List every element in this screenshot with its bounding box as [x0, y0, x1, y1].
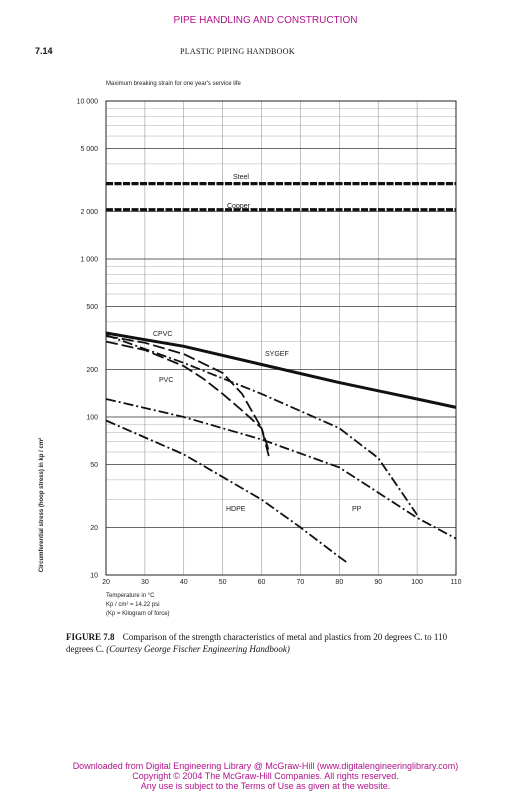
y-tick-label: 100 [86, 414, 98, 422]
caption-courtesy: (Courtesy George Fischer Engineering Handbook) [106, 644, 290, 654]
y-tick-label: 200 [86, 366, 98, 374]
chart-title: Maximum breaking strain for one year's service life [106, 81, 241, 87]
x-tick-label: 110 [450, 579, 462, 586]
y-tick-label: 10 [90, 572, 98, 580]
footer-copyright-line: Copyright © 2004 The McGraw-Hill Companies. All rights reserved. [132, 771, 399, 781]
y-axis-label: Circumferential stress (hoop stress) in kp / cm² [39, 437, 45, 573]
tick-labels [77, 99, 462, 587]
y-tick-label: 5 000 [80, 146, 98, 154]
x-axis-unit-note: Kp / cm² = 14.22 psi [106, 602, 160, 608]
series-label-hdpe: HDPE [226, 506, 246, 513]
page-banner: PIPE HANDLING AND CONSTRUCTION [173, 15, 358, 26]
series-line-hdpe [106, 421, 347, 563]
series-label-copper: Copper [227, 203, 250, 210]
running-title: PLASTIC PIPING HANDBOOK [180, 47, 295, 56]
y-tick-label: 10 000 [76, 98, 98, 106]
x-tick-label: 80 [335, 579, 344, 586]
footer [0, 761, 531, 791]
figure-caption [66, 631, 476, 655]
series-label-sygef: SYGEF [265, 351, 289, 358]
x-tick-label: 70 [296, 579, 305, 586]
series-labels [153, 174, 362, 513]
series-label-steel: Steel [233, 174, 249, 181]
series-layer [106, 184, 456, 563]
footer-terms-line: Any use is subject to the Terms of Use as given at the website. [140, 781, 391, 791]
page-number: 7.14 [35, 46, 53, 56]
x-tick-label: 90 [374, 579, 383, 586]
caption-label: FIGURE 7.8 [66, 632, 115, 642]
x-tick-label: 30 [140, 579, 149, 586]
series-label-pp: PP [352, 506, 362, 513]
x-axis-unit-definition: (Kp = Kilogram of force) [106, 611, 170, 617]
x-tick-label: 40 [179, 579, 188, 586]
series-line-pp [106, 399, 456, 539]
y-tick-label: 20 [90, 524, 98, 532]
grid [106, 101, 456, 575]
series-label-pvc: PVC [159, 377, 174, 384]
y-tick-label: 1 000 [80, 256, 98, 264]
y-tick-label: 2 000 [80, 208, 98, 216]
footer-download-line: Downloaded from Digital Engineering Library @ McGraw-Hill (www.digitalengineeringlibrary.com) [72, 761, 459, 771]
x-axis-label: Temperature in °C [106, 593, 155, 599]
x-tick-label: 100 [411, 579, 423, 586]
x-tick-label: 20 [102, 579, 110, 586]
x-tick-label: 60 [257, 579, 266, 586]
x-tick-label: 50 [218, 579, 227, 586]
y-tick-label: 500 [86, 304, 98, 312]
plot-frame [106, 101, 456, 575]
series-line-cpvc [106, 336, 269, 458]
y-tick-label: 50 [90, 462, 98, 470]
caption-text: Comparison of the strength characteristics of metal and plastics from 20 degrees C. to 110 degrees C. [66, 632, 448, 654]
series-label-cpvc: CPVC [153, 331, 173, 338]
series-line-sygef [106, 333, 456, 407]
